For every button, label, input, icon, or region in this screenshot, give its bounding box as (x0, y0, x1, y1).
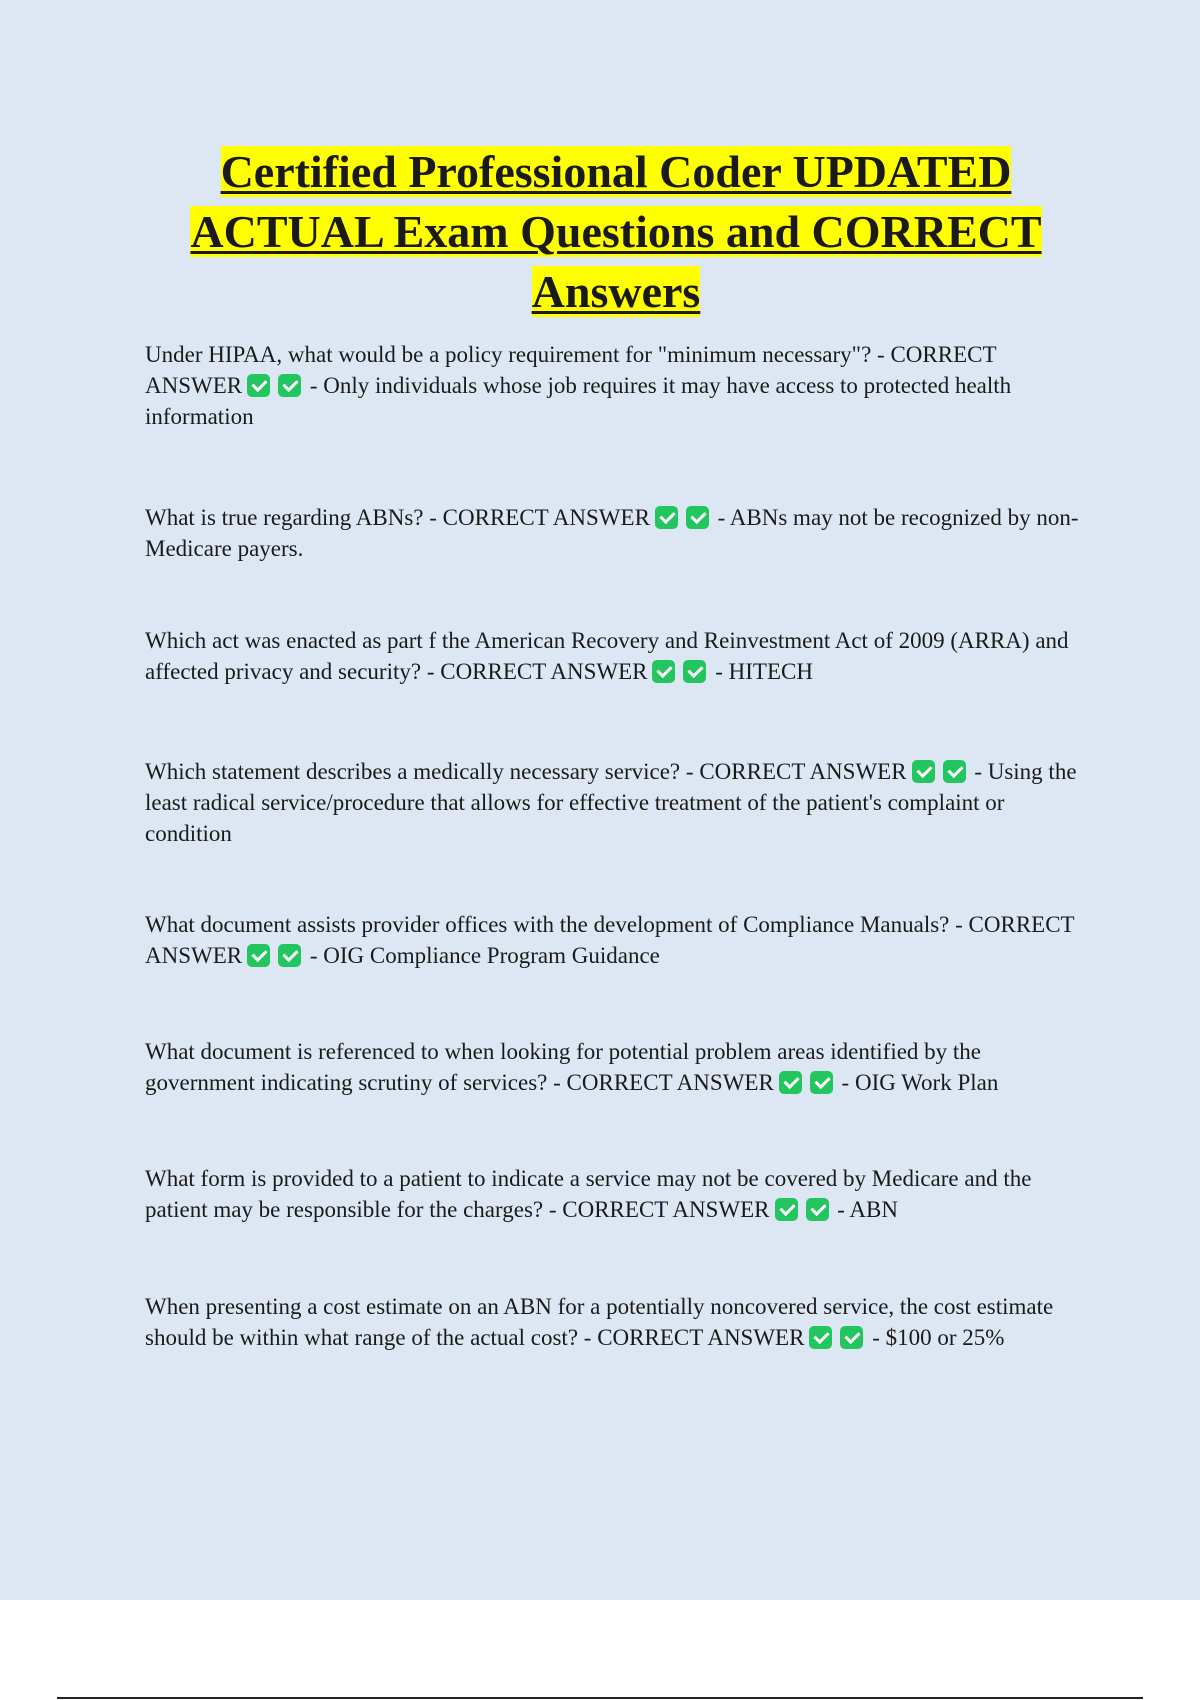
answer-marker: CORRECT ANSWER (145, 342, 997, 398)
answer-marker: CORRECT ANSWER (440, 659, 648, 684)
question-text: When presenting a cost estimate on an ABN for a potentially noncovered service, the cost estimate should be within what range of the actual cost? - (145, 1294, 1054, 1350)
qa-item-5 (145, 909, 1095, 971)
qa-item-7 (145, 1163, 1095, 1225)
check-icon (278, 374, 301, 397)
answer-marker: CORRECT ANSWER (566, 1070, 774, 1095)
check-icon (806, 1198, 829, 1221)
answer-marker: CORRECT ANSWER (699, 759, 907, 784)
qa-item-2 (145, 502, 1095, 564)
question-text: What form is provided to a patient to indicate a service may not be covered by Medicare and the patient may be responsible for the charges? - (145, 1166, 1032, 1222)
question-text: What document assists provider offices with the development of Compliance Manuals? - (145, 912, 969, 937)
check-icon (779, 1071, 802, 1094)
qa-item-6 (145, 1036, 1095, 1098)
check-icon (775, 1198, 798, 1221)
check-icon (912, 760, 935, 783)
qa-item-1 (145, 339, 1095, 432)
question-text: Which statement describes a medically necessary service? - (145, 759, 700, 784)
answer-marker: CORRECT ANSWER (597, 1325, 805, 1350)
qa-item-4 (145, 756, 1095, 849)
answer-marker: CORRECT ANSWER (442, 505, 650, 530)
check-icon (943, 760, 966, 783)
check-icon (810, 1071, 833, 1094)
answer-text: - OIG Compliance Program Guidance (304, 943, 660, 968)
question-text: Which act was enacted as part f the American Recovery and Reinvestment Act of 2009 (ARRA) and affected privacy and security? - (145, 628, 1069, 684)
check-icon (809, 1326, 832, 1349)
check-icon (683, 660, 706, 683)
answer-text: - Using the least radical service/procedure that allows for effective treatment of the patient's complaint or condition (145, 759, 1077, 846)
check-icon (840, 1326, 863, 1349)
check-icon (278, 944, 301, 967)
question-text: What is true regarding ABNs? - (145, 505, 443, 530)
check-icon (686, 506, 709, 529)
check-icon (652, 660, 675, 683)
answer-text: - ABN (831, 1197, 898, 1222)
check-icon (655, 506, 678, 529)
check-icon (247, 944, 270, 967)
title-line-2: ACTUAL Exam Questions and CORRECT (190, 206, 1042, 257)
answer-text: - HITECH (709, 659, 813, 684)
check-icon (247, 374, 270, 397)
question-text: Under HIPAA, what would be a policy requirement for "minimum necessary"? - (145, 342, 891, 367)
answer-text: - ABNs may not be recognized by non-Medicare payers. (145, 505, 1079, 561)
qa-item-3 (145, 625, 1095, 687)
qa-item-8 (145, 1291, 1095, 1353)
answer-text: - Only individuals whose job requires it may have access to protected health information (145, 373, 1012, 429)
question-text: What document is referenced to when looking for potential problem areas identified by the government indicating scrutiny of services? - (145, 1039, 982, 1095)
footer-divider (57, 1697, 1143, 1699)
title-line-1: Certified Professional Coder UPDATED (220, 146, 1012, 197)
answer-marker: CORRECT ANSWER (562, 1197, 770, 1222)
document-title (60, 142, 1172, 322)
answer-marker: CORRECT ANSWER (145, 912, 1075, 968)
title-line-3: Answers (531, 266, 701, 317)
answer-text: - $100 or 25% (866, 1325, 1005, 1350)
answer-text: - OIG Work Plan (835, 1070, 999, 1095)
